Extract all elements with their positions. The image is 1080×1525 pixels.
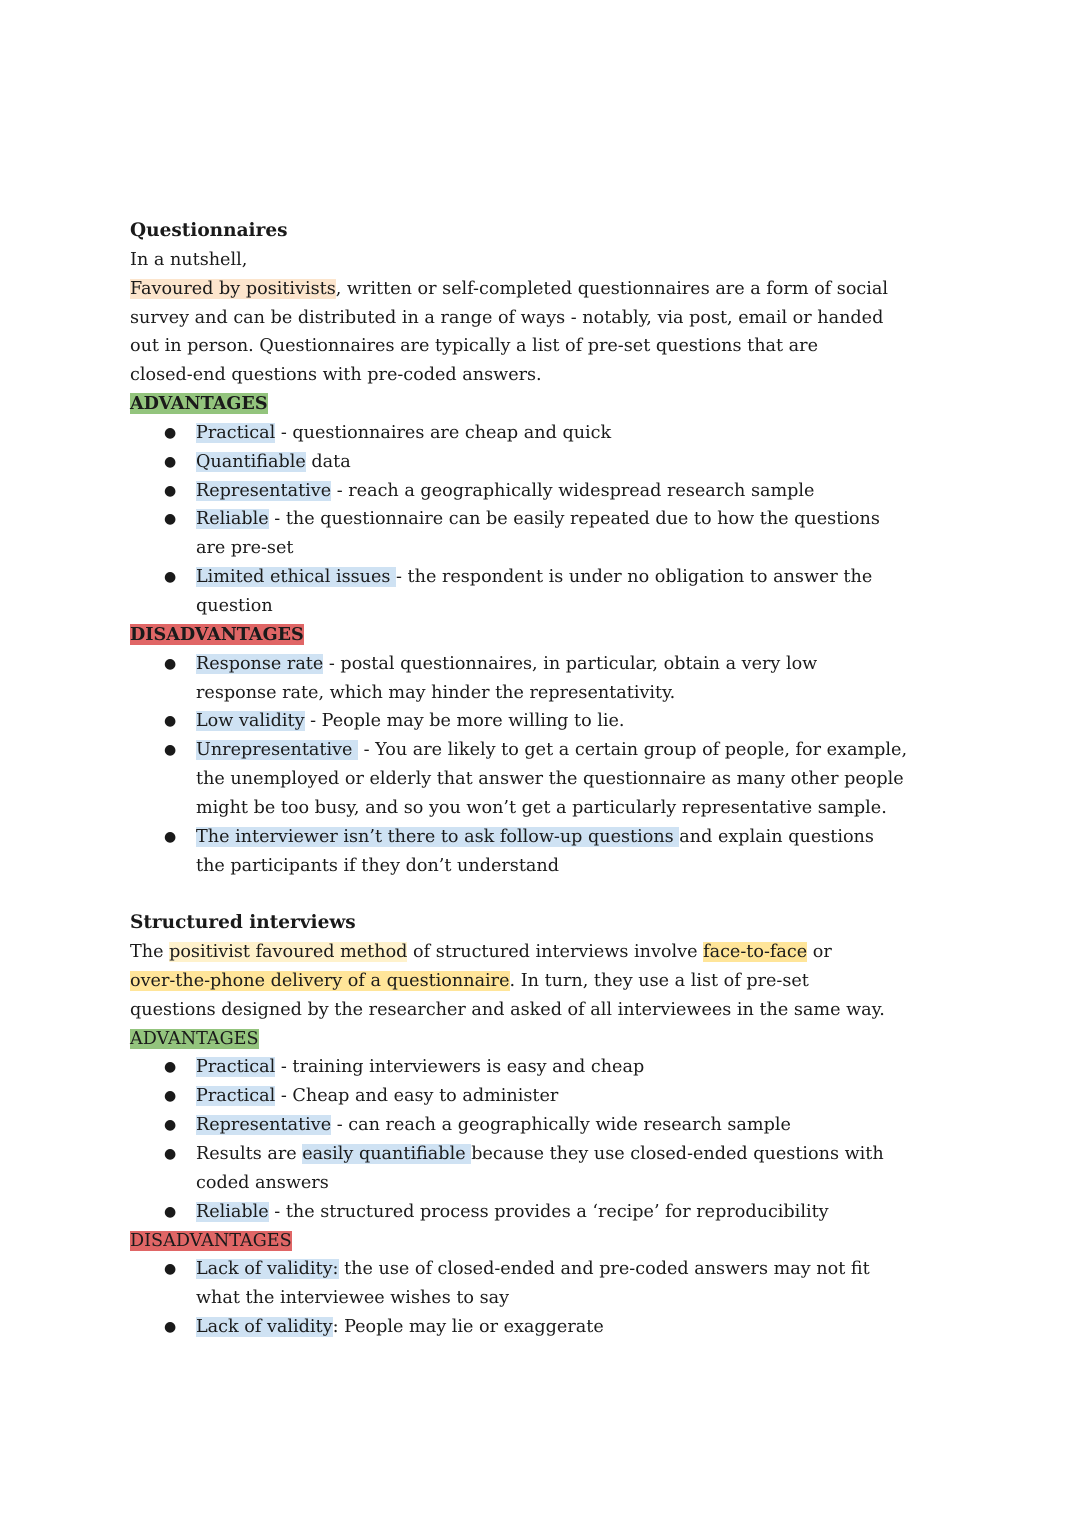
text-span: : People may lie or exaggerate	[332, 1317, 604, 1338]
text-line	[130, 1227, 1010, 1256]
bullet-icon: ●	[164, 1146, 177, 1162]
text-span: - You are likely to get a certain group of people, for example,	[358, 740, 908, 761]
text-span: Questionnaires	[130, 220, 288, 241]
highlighted-text: Representative	[196, 480, 332, 501]
text-span: might be too busy, and so you won’t get a particularly representative sample.	[196, 797, 887, 818]
highlighted-text: Reliable	[196, 1201, 269, 1222]
bullet-item	[130, 1111, 1010, 1140]
bullet-item	[130, 1053, 1010, 1082]
text-line	[130, 1169, 1010, 1198]
text-span: or	[807, 942, 832, 963]
text-span: - People may be more willing to lie.	[304, 711, 625, 732]
highlighted-text: DISADVANTAGES	[130, 1230, 292, 1251]
bullet-icon: ●	[164, 1117, 177, 1134]
bullet-icon: ●	[164, 1059, 177, 1076]
highlighted-text: Practical	[196, 1086, 276, 1107]
text-span: coded answers	[196, 1172, 329, 1193]
highlighted-text: Low validity	[196, 711, 305, 732]
highlighted-text: Practical	[196, 1057, 276, 1078]
text-span: , written or self-completed questionnaires are a form of social	[335, 278, 889, 299]
bullet-icon: ●	[164, 511, 177, 528]
text-line	[130, 1284, 1010, 1313]
text-span: and explain questions	[679, 826, 874, 847]
text-span: - training interviewers is easy and cheap	[275, 1057, 645, 1078]
highlighted-text: Lack of validity	[196, 1317, 333, 1338]
text-span: survey and can be distributed in a range of ways - notably, via post, email or handed	[130, 307, 884, 328]
highlighted-text: positivist favoured method	[169, 942, 408, 963]
highlighted-text: ADVANTAGES	[130, 393, 268, 415]
highlighted-text: Representative	[196, 1115, 332, 1136]
bullet-item	[130, 1082, 1010, 1111]
highlighted-text: Favoured by positivists	[130, 278, 336, 299]
bullet-icon: ●	[164, 1261, 177, 1278]
text-line	[130, 765, 1010, 794]
bullet-item	[130, 1140, 1010, 1169]
text-line	[130, 1025, 1010, 1054]
highlighted-text: Reliable	[196, 509, 269, 530]
bullet-item	[130, 1198, 1010, 1227]
bullet-icon: ●	[164, 453, 177, 470]
bullet-item	[130, 1255, 1010, 1284]
text-line	[130, 304, 1010, 333]
text-span: because they use closed-ended questions with	[471, 1144, 884, 1164]
highlighted-text: Response rate	[196, 653, 324, 674]
bullet-icon: ●	[164, 1088, 177, 1105]
text-span: - can reach a geographically wide research sample	[331, 1115, 791, 1136]
text-span: In a nutshell,	[130, 249, 248, 270]
text-line	[130, 361, 1010, 390]
spacer	[130, 880, 1010, 909]
bullet-icon: ●	[164, 1319, 177, 1336]
highlighted-text: easily quantifiable	[302, 1144, 472, 1164]
bullet-icon: ●	[164, 569, 177, 586]
text-line	[130, 938, 1010, 967]
highlighted-text: Quantifiable	[196, 451, 306, 472]
text-span: - postal questionnaires, in particular, obtain a very low	[323, 653, 818, 674]
text-span: Structured interviews	[130, 912, 356, 934]
text-span: data	[305, 451, 351, 472]
text-span: - Cheap and easy to administer	[275, 1086, 559, 1107]
bullet-item	[130, 505, 1010, 534]
highlighted-text: face-to-face	[703, 942, 808, 963]
bullet-item	[130, 563, 1010, 592]
bullet-icon: ●	[164, 655, 177, 672]
text-span: the use of closed-ended and pre-coded answers may not fit	[338, 1259, 870, 1280]
text-line	[130, 332, 1010, 361]
text-span: the participants if they don’t understand	[196, 855, 559, 876]
bullet-icon: ●	[164, 424, 177, 441]
bullet-item	[130, 477, 1010, 506]
text-span: closed-end questions with pre-coded answers.	[130, 365, 542, 386]
bullet-icon: ●	[164, 828, 177, 845]
highlighted-text: over-the-phone delivery of a questionnaire	[130, 970, 510, 991]
text-span: question	[196, 595, 273, 616]
highlighted-text: Unrepresentative	[196, 740, 359, 761]
text-span: - reach a geographically widespread research sample	[331, 480, 815, 501]
highlighted-text: DISADVANTAGES	[130, 623, 304, 645]
highlighted-text: The interviewer isn’t there to ask follow-up questions	[196, 826, 680, 847]
section-heading	[130, 909, 1010, 938]
bullet-icon: ●	[164, 482, 177, 499]
bullet-icon: ●	[164, 1203, 177, 1220]
text-span: questions designed by the researcher and asked of all interviewees in the same way.	[130, 999, 885, 1020]
text-line	[130, 246, 1010, 275]
text-line	[130, 852, 1010, 881]
text-line	[130, 621, 1010, 650]
text-span: out in person. Questionnaires are typically a list of pre-set questions that are	[130, 336, 818, 357]
text-span: . In turn, they use a list of pre-set	[509, 970, 809, 991]
bullet-item	[130, 707, 1010, 736]
text-line	[130, 275, 1010, 304]
text-span: - the structured process provides a ‘recipe’ for reproducibility	[268, 1201, 829, 1222]
bullet-icon: ●	[164, 713, 177, 730]
text-span: of structured interviews involve	[407, 942, 704, 963]
text-line	[130, 967, 1010, 996]
text-line	[130, 794, 1010, 823]
highlighted-text: Limited ethical issues	[196, 567, 397, 588]
bullet-item	[130, 448, 1010, 477]
text-line	[130, 390, 1010, 419]
highlighted-text: ADVANTAGES	[130, 1028, 259, 1049]
text-line	[130, 534, 1010, 563]
bullet-item	[130, 650, 1010, 679]
text-span: The	[130, 942, 170, 963]
text-span: are pre-set	[196, 538, 294, 559]
highlighted-text: Lack of validity:	[196, 1259, 339, 1280]
text-line	[130, 996, 1010, 1025]
section-heading	[130, 217, 1010, 246]
text-line	[130, 679, 1010, 708]
text-span: - the questionnaire can be easily repeated due to how the questions	[268, 509, 880, 530]
bullet-item	[130, 419, 1010, 448]
bullet-item	[130, 823, 1010, 852]
text-span: - questionnaires are cheap and quick	[275, 422, 612, 443]
highlighted-text: Practical	[196, 422, 276, 443]
bullet-icon: ●	[164, 742, 177, 759]
text-span: response rate, which may hinder the representativity.	[196, 682, 676, 703]
text-span: the unemployed or elderly that answer the questionnaire as many other people	[196, 769, 904, 790]
text-span: Results are	[196, 1144, 303, 1164]
document-body	[130, 217, 1010, 1342]
bullet-item	[130, 1313, 1010, 1342]
text-span: - the respondent is under no obligation to answer the	[396, 567, 873, 588]
bullet-item	[130, 736, 1010, 765]
text-line	[130, 592, 1010, 621]
text-span: what the interviewee wishes to say	[196, 1288, 510, 1309]
